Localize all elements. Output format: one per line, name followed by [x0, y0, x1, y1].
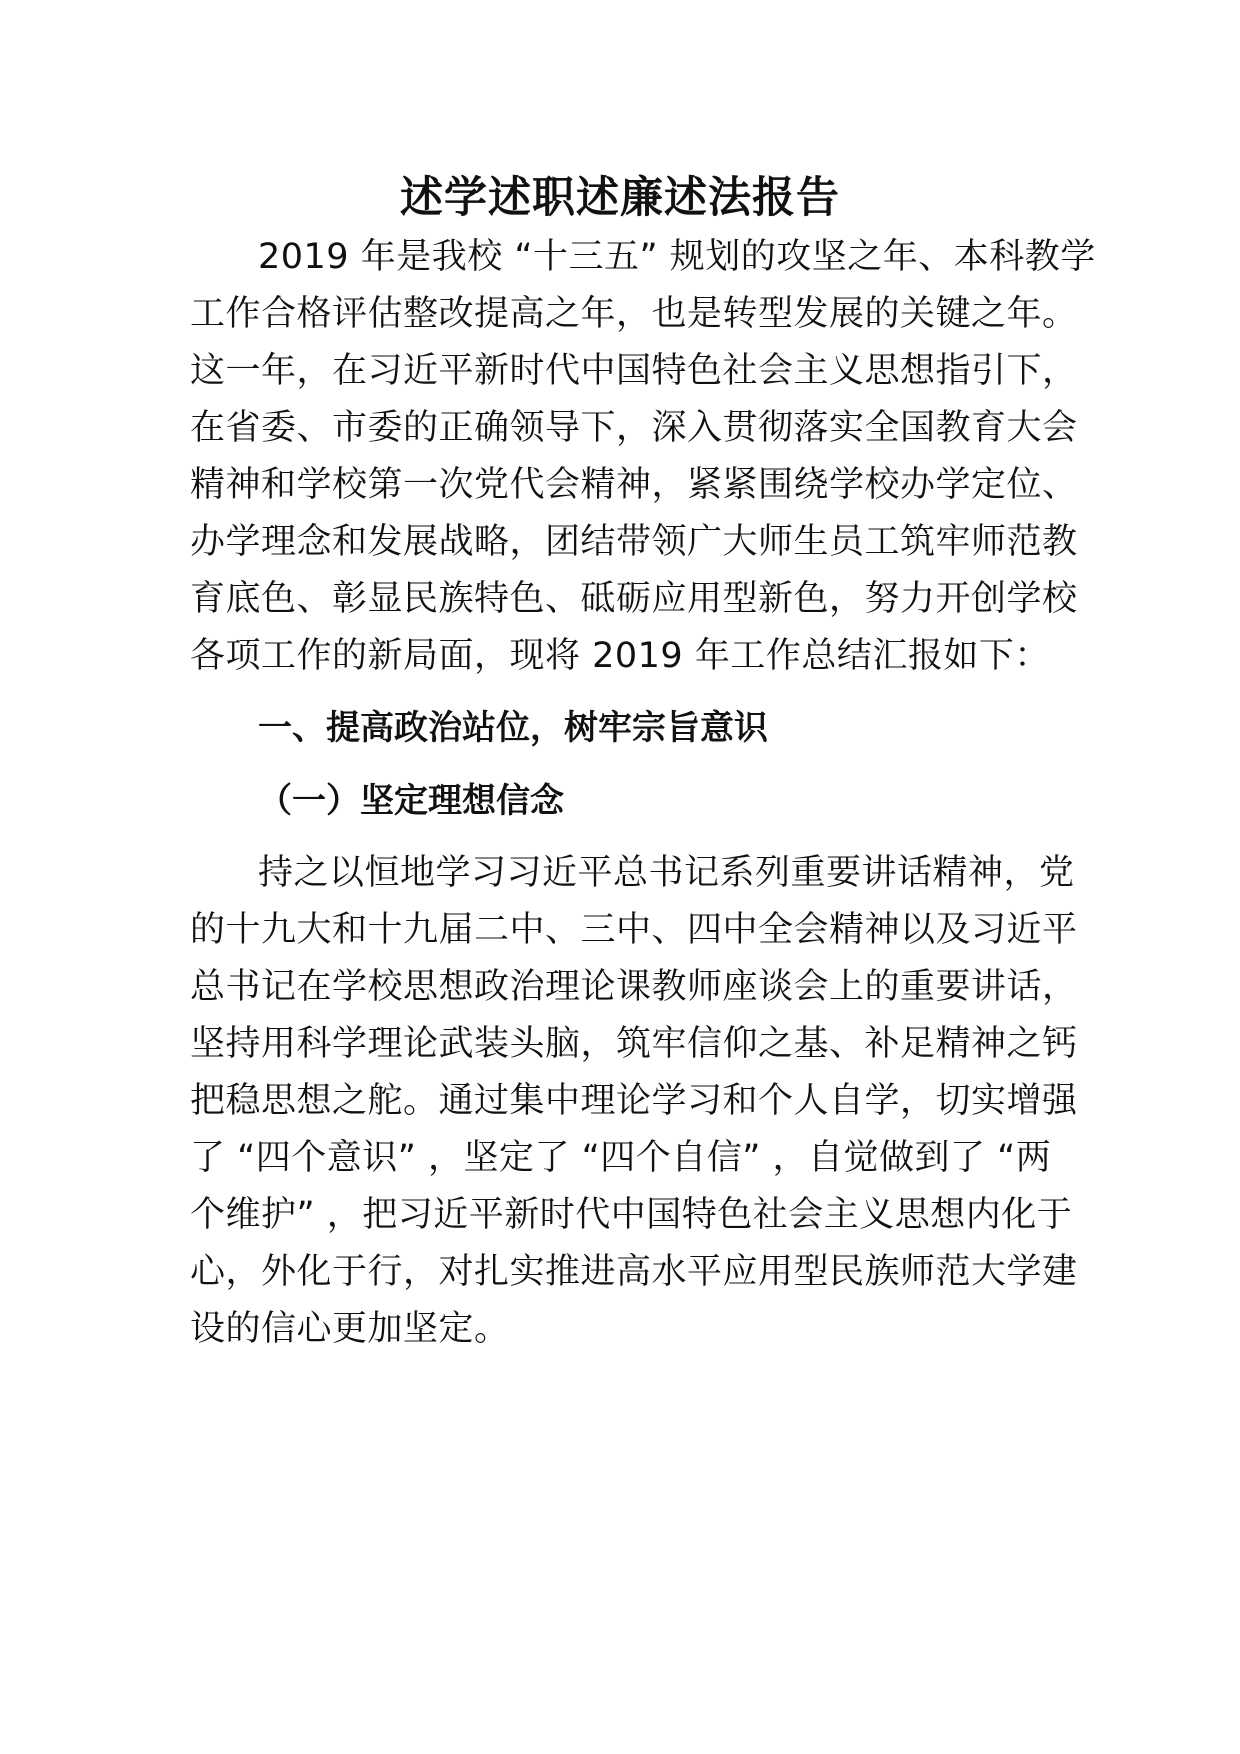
section-heading: 一、提高政治站位，树牢宗旨意识: [258, 708, 768, 748]
intro-line: 精神和学校第一次党代会精神，紧紧围绕学校办学定位、: [190, 465, 1078, 505]
subsection-heading: （一）坚定理想信念: [258, 781, 564, 821]
section-line: 坚持用科学理论武装头脑，筑牢信仰之基、补足精神之钙: [190, 1024, 1078, 1064]
intro-line: 2019 年是我校 “十三五” 规划的攻坚之年、本科教学: [258, 237, 1096, 277]
section-line: 把稳思想之舵。通过集中理论学习和个人自学，切实增强: [190, 1081, 1078, 1121]
intro-line: 在省委、市委的正确领导下，深入贯彻落实全国教育大会: [190, 408, 1078, 448]
section-line: 设的信心更加坚定。: [190, 1309, 510, 1349]
section-line: 心，外化于行，对扎实推进高水平应用型民族师范大学建: [190, 1252, 1078, 1292]
intro-line: 办学理念和发展战略，团结带领广大师生员工筑牢师范教: [190, 522, 1078, 562]
document-title: 述学述职述廉述法报告: [400, 173, 840, 223]
intro-line: 这一年，在习近平新时代中国特色社会主义思想指引下，: [190, 351, 1078, 391]
section-line: 了 “四个意识” ，坚定了 “四个自信” ，自觉做到了 “两: [190, 1138, 1052, 1178]
section-line: 总书记在学校思想政治理论课教师座谈会上的重要讲话，: [190, 967, 1078, 1007]
intro-line: 各项工作的新局面，现将 2019 年工作总结汇报如下：: [190, 636, 1050, 676]
intro-line: 育底色、彰显民族特色、砥砺应用型新色，努力开创学校: [190, 579, 1078, 619]
section-line: 的十九大和十九届二中、三中、四中全会精神以及习近平: [190, 910, 1078, 950]
intro-line: 工作合格评估整改提高之年，也是转型发展的关键之年。: [190, 294, 1078, 334]
section-line: 持之以恒地学习习近平总书记系列重要讲话精神，党: [258, 853, 1075, 893]
section-line: 个维护” ，把习近平新时代中国特色社会主义思想内化于: [190, 1195, 1073, 1235]
